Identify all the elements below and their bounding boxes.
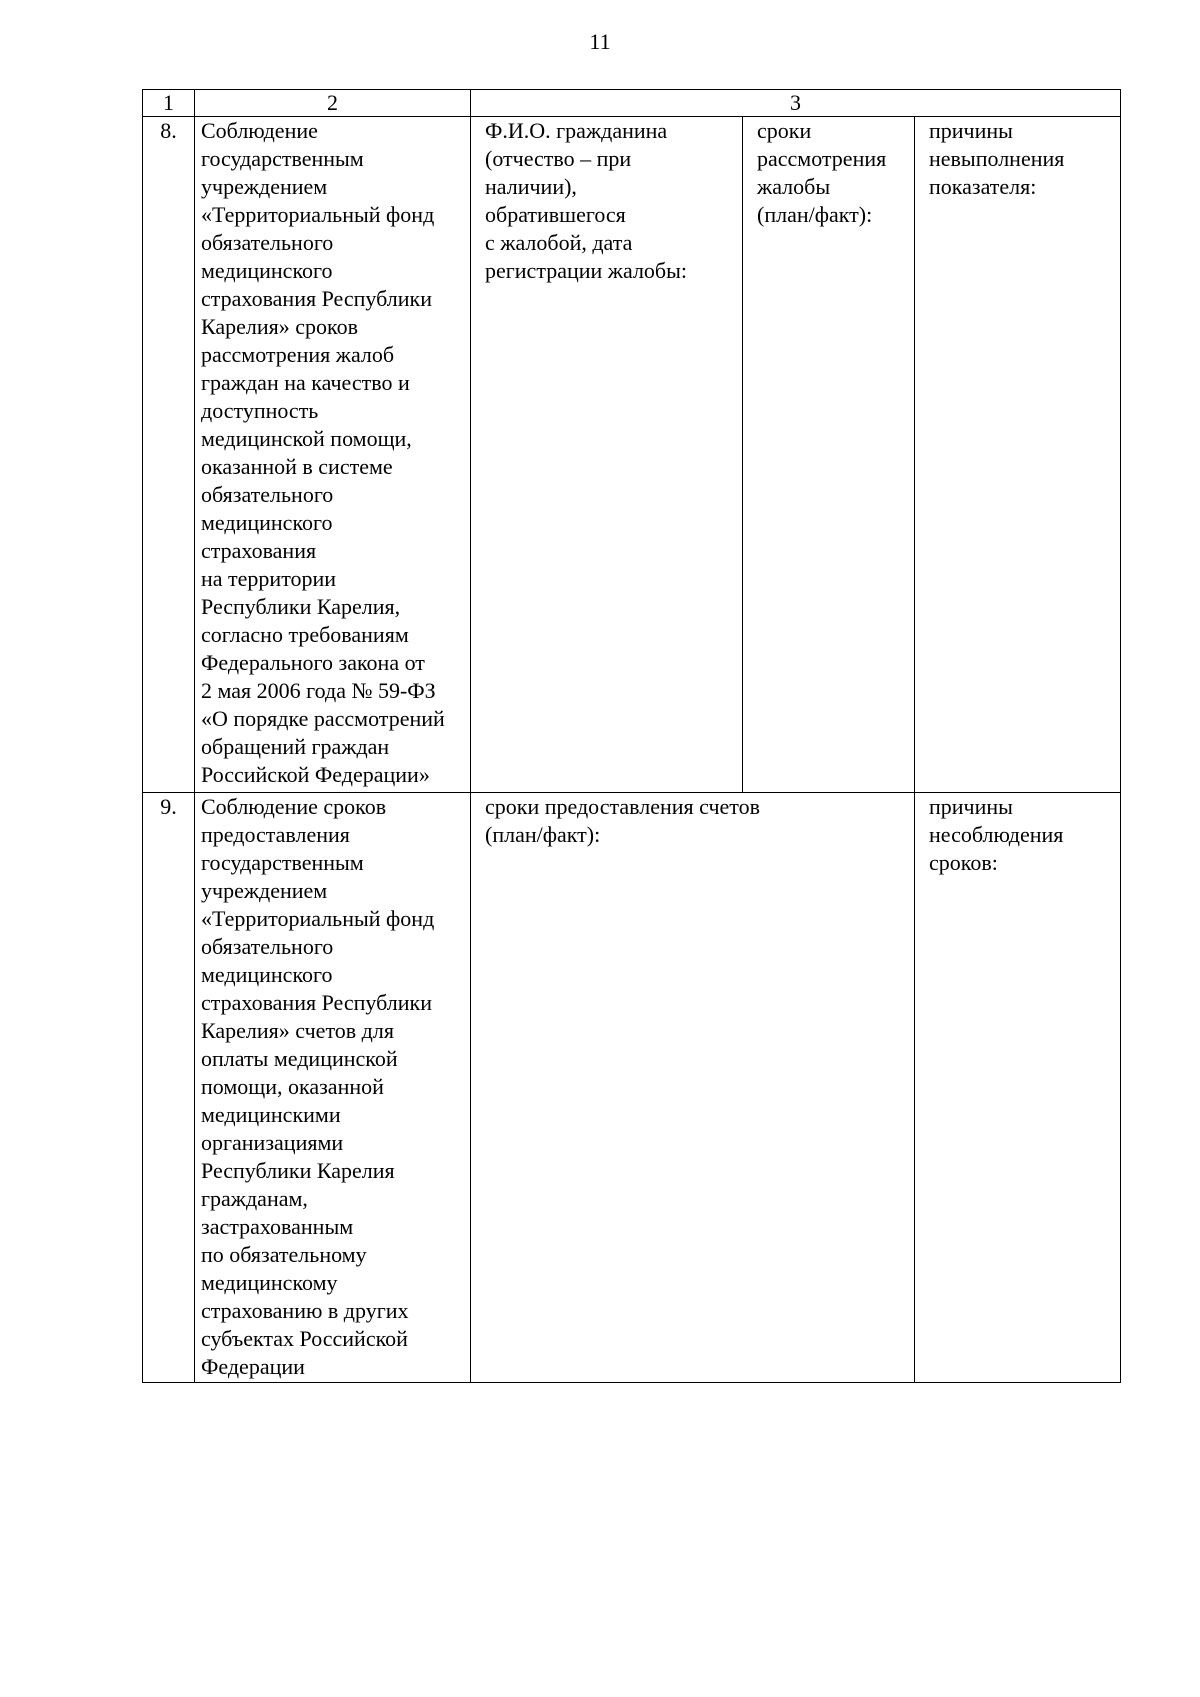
header-col-3: 3 [471,90,1121,117]
review-terms-cell: сроки рассмотрения жалобы (план/факт): [743,117,915,793]
row-description: Соблюдение сроков предоставления государственным учреждением «Территориальный фонд обязательного медицинского страхования Республики Карелия» счетов для оплаты медицинской помощи, оказанной медицинскими организациями Республики Карелия гражданам, застрахованным по обязательному медицинскому страхованию в других субъектах Российской Федерации [195,793,471,1383]
row-description: Соблюдение государственным учреждением «Территориальный фонд обязательного медицинского страхования Республики Карелия» сроков рассмотрения жалоб граждан на качество и доступность медицинской помощи, оказанной в системе обязательного медицинского страхования на территории Республики Карелия, согласно требованиям Федерального закона от 2 мая 2006 года № 59-ФЗ «О порядке рассмотрений обращений граждан Российской Федерации» [195,117,471,793]
table-row [143,793,1121,1383]
header-col-2: 2 [195,90,471,117]
table-row [143,117,1121,793]
complainant-info-cell: Ф.И.О. гражданина (отчество – при наличии), обратившегося с жалобой, дата регистрации жалобы: [471,117,743,793]
page-number: 11 [589,29,611,54]
table-header-row [143,90,1121,117]
failure-reasons-cell: причины невыполнения показателя: [915,117,1121,793]
noncompliance-reasons-cell: причины несоблюдения сроков: [915,793,1121,1383]
row-number: 9. [143,793,195,1383]
indicators-table [142,89,1121,1383]
header-col-1: 1 [143,90,195,117]
row-number: 8. [143,117,195,793]
invoice-terms-cell: сроки предоставления счетов (план/факт): [471,793,915,1383]
